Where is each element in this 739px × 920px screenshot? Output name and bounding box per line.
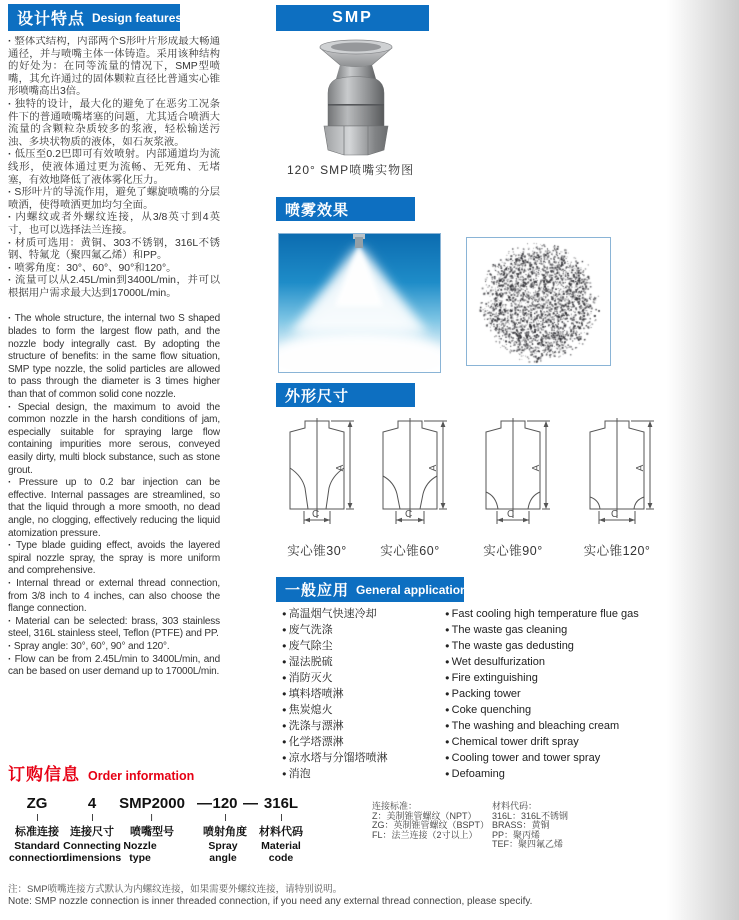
spray-distribution-canvas	[467, 238, 610, 365]
legend-item: Z：美制锥管螺纹（NPT）	[372, 810, 477, 821]
application-item: ● 化学塔漂淋	[282, 734, 388, 750]
feature-bullet-en: · Type blade guiding effect, avoids the layered spiral nozzle spray, the spray is more uniform and comprehensive.	[8, 540, 220, 578]
dim-label-a: A	[335, 464, 346, 472]
application-item: ● Cooling tower and tower spray	[445, 750, 639, 766]
code-value: ZG	[26, 795, 48, 812]
code-label-zh: 材料代码	[259, 826, 303, 838]
dimension-drawing-120deg	[584, 418, 662, 530]
nozzle-photo-caption: 120° SMP喷嘴实物图	[287, 163, 415, 177]
feature-bullet-en: · Flow can be from 2.45L/min to 3400L/min, and can be based on user demand up to 17000L/min.	[8, 654, 220, 679]
order-code-connecting-dimensions	[59, 795, 125, 864]
feature-bullet-zh: · 内螺纹或者外螺纹连接，从3/8英寸到4英寸，也可以选择法兰连接。	[8, 212, 220, 237]
dim-label-a: A	[531, 464, 542, 472]
spray-distribution-photo	[466, 237, 611, 366]
code-separator: —	[243, 795, 258, 812]
feature-bullet-en: · Spray angle: 30°, 60°, 90° and 120°.	[8, 641, 220, 654]
dim-label-c: C	[312, 509, 320, 520]
smp-header	[276, 5, 429, 31]
application-item: ● The waste gas dedusting	[445, 638, 639, 654]
drawing-caption: 实心锥60°	[380, 544, 440, 558]
spray-cone-photo	[278, 233, 441, 373]
code-value: 120	[212, 795, 238, 812]
order-information-title-en: Order information	[88, 769, 195, 783]
code-label-zh: 喷射角度	[203, 826, 247, 838]
code-separator: —	[197, 795, 212, 812]
legend-item: 316L：316L不锈钢	[492, 810, 569, 821]
dim-label-a: A	[635, 464, 646, 472]
code-tick	[92, 814, 93, 821]
feature-bullet-en: · Special design, the maximum to avoid the common nozzle in the harsh conditions of jam, especially suitable for spraying large flow containing impurities more serous, conveyed easily dirty, multi block substance, such as stone grout.	[8, 402, 220, 478]
drawing-caption: 实心锥120°	[583, 544, 651, 558]
material-code-legend	[492, 802, 568, 850]
application-item: ● Wet desulfurization	[445, 654, 639, 670]
application-item: ● 消泡	[282, 766, 388, 782]
order-note-en: Note: SMP nozzle connection is inner threaded connection, if you need any external thread connection, please specify.	[8, 896, 533, 907]
legend-item: FL：法兰连接（2寸以上）	[372, 829, 478, 840]
smp-nozzle-photo	[310, 38, 402, 156]
feature-bullet-zh: · 低压至0.2巴即可有效喷射。内部通道均为流线形，使液体通过更为流畅、无死角、无堵塞，有效地降低了液体雾化压力。	[8, 149, 220, 187]
code-label-en: Material code	[261, 840, 301, 864]
application-item: ● 洗涤与漂淋	[282, 718, 388, 734]
general-application-title-zh: 一般应用	[285, 582, 350, 599]
feature-bullet-en: · Material can be selected: brass, 303 stainless steel, 316L stainless steel, Teflon (PTFE) and PP.	[8, 616, 220, 641]
application-item: ● The waste gas cleaning	[445, 622, 639, 638]
code-value: SMP2000	[119, 795, 185, 812]
code-label-zh: 连接尺寸	[70, 826, 114, 838]
legend-item: PP：聚丙烯	[492, 829, 541, 840]
application-item: ● 湿法脱硫	[282, 654, 388, 670]
code-tick	[225, 814, 226, 821]
code-value: 316L	[263, 795, 299, 812]
spray-effect-title: 喷雾效果	[285, 201, 350, 219]
dim-label-c: C	[405, 509, 413, 520]
application-item: ● 填料塔喷淋	[282, 686, 388, 702]
application-item: ● 废气除尘	[282, 638, 388, 654]
code-label-zh: 标准连接	[15, 826, 59, 838]
feature-bullet-zh: · 流量可以从2.45L/min到3400L/min，并可以根据用户需求最大达到17000L/min。	[8, 275, 220, 300]
application-item: ● Fast cooling high temperature flue gas	[445, 606, 639, 622]
code-tick	[37, 814, 38, 821]
feature-bullet-zh: · 独特的设计，最大化的避免了在恶劣工况条件下的普通喷嘴堵塞的问题，尤其适合喷洒大流量的含颗粒杂质较多的浆液，轻松输送污浊、多块状物质的液体，如石灰浆液。	[8, 99, 220, 149]
smp-title: SMP	[332, 9, 373, 26]
application-item: ● 凉水塔与分馏塔喷淋	[282, 750, 388, 766]
dimension-drawing-90deg	[480, 418, 558, 530]
drawing-caption: 实心锥30°	[287, 544, 347, 558]
drawing-caption: 实心锥90°	[483, 544, 543, 558]
application-item: ● Coke quenching	[445, 702, 639, 718]
design-features-zh-bullets	[8, 36, 220, 300]
application-item: ● Defoaming	[445, 766, 639, 782]
dimension-drawing-30deg	[284, 418, 362, 530]
dimensions-title: 外形尺寸	[285, 387, 350, 405]
general-application-title-en: General application	[356, 582, 468, 597]
legend-title: 材料代码：	[492, 801, 538, 811]
feature-bullet-en: · The whole structure, the internal two S shaped blades to form the largest flow path, and the nozzle body integrally cast. By adopting the structure of benefits: in the same flow situation, SMP type nozzle, the solid particles are allowed to pass through the diameter is 3 times higher than that of common solid cone nozzle.	[8, 313, 220, 401]
dim-label-c: C	[611, 509, 619, 520]
design-features-en-bullets	[8, 313, 220, 678]
dimensions-header	[276, 383, 415, 407]
dimension-drawing-60deg	[377, 418, 455, 530]
order-information-header	[8, 760, 194, 785]
order-note-zh: 注：SMP喷嘴连接方式默认为内螺纹连接，如果需要外螺纹连接，请特别说明。	[8, 884, 343, 895]
general-application-header	[276, 577, 468, 602]
connection-standard-legend	[372, 802, 489, 840]
design-features-header	[8, 4, 183, 31]
application-item: ● Packing tower	[445, 686, 639, 702]
order-code-material-code	[256, 795, 306, 864]
feature-bullet-en: · Pressure up to 0.2 bar injection can be effective. Internal passages are streamlined, so that the liquid through a more smooth, no dead angle, no clogging, effectively reducing the liquid atomization pressure.	[8, 477, 220, 540]
dim-label-a: A	[428, 464, 439, 472]
page-edge-shade	[667, 0, 739, 920]
application-item: ● Chemical tower drift spray	[445, 734, 639, 750]
code-label-en: Nozzle type	[123, 840, 157, 864]
code-tick	[281, 814, 282, 821]
order-code-nozzle-type	[119, 795, 185, 864]
application-item: ● 高温烟气快速冷却	[282, 606, 388, 622]
feature-bullet-zh: · 喷雾角度：30°、60°、90°和120°。	[8, 263, 220, 276]
feature-bullet-zh: · 整体式结构，内部两个S形叶片形成最大畅通通径，并与喷嘴主体一体铸造。采用该种结构的好处为：在同等流量的情况下，SMP型喷嘴，其允许通过的固体颗粒直径比普通实心锥形喷嘴高出3倍。	[8, 36, 220, 99]
application-item: ● Fire extinguishing	[445, 670, 639, 686]
code-label-en: Standard connection	[8, 840, 65, 864]
application-item: ● 消防灭火	[282, 670, 388, 686]
dim-label-c: C	[507, 509, 515, 520]
code-label-en: Connecting dimensions	[62, 840, 122, 864]
feature-bullet-en: · Internal thread or external thread connection, from 3/8 inch to 4 inches, can also choose the flange connection.	[8, 578, 220, 616]
legend-title: 连接标准：	[372, 801, 418, 811]
application-item: ● 焦炭熄火	[282, 702, 388, 718]
application-list-en	[445, 606, 639, 782]
code-label-zh: 喷嘴型号	[130, 826, 174, 838]
design-features-body	[8, 36, 220, 758]
application-item: ● 废气洗涤	[282, 622, 388, 638]
feature-bullet-zh: · 材质可选用：黄铜、303不锈钢，316L不锈钢、特氟龙（聚四氟乙烯）和PP。	[8, 238, 220, 263]
code-label-en: Spray angle	[208, 840, 238, 864]
design-features-title-zh: 设计特点	[17, 11, 86, 28]
order-information-title-zh: 订购信息	[8, 765, 80, 784]
feature-bullet-zh: · S形叶片的导流作用，避免了螺旋喷嘴的分层喷洒，使得喷洒更加均匀全面。	[8, 187, 220, 212]
legend-item: BRASS：黄铜	[492, 820, 550, 831]
code-tick	[152, 814, 153, 821]
legend-item: TEF：聚四氟乙烯	[492, 839, 563, 850]
code-value: 4	[87, 795, 97, 812]
spray-effect-header	[276, 197, 415, 221]
application-item: ● The washing and bleaching cream	[445, 718, 639, 734]
design-features-title-en: Design features	[92, 10, 183, 25]
application-list-zh	[282, 606, 388, 782]
legend-item: ZG：英制锥管螺纹（BSPT）	[372, 820, 490, 831]
